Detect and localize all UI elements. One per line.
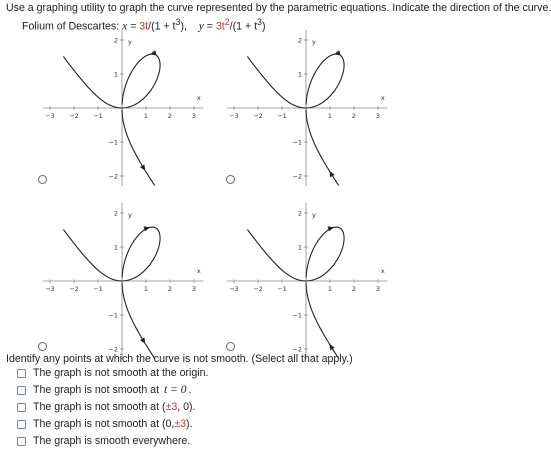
x-tick-label: −3 [45,112,55,120]
y-axis-name: y [128,211,132,219]
x-axis-name: x [380,94,385,102]
x-tick-label: 3 [375,285,381,293]
checkbox[interactable] [17,437,26,446]
option-math: ±3 [165,401,178,413]
curve-left-branch [247,57,306,108]
x-tick-label: 3 [375,112,381,120]
x-tick-label: 1 [143,112,149,120]
graph-option-a [38,30,238,180]
option-text-post: . [188,384,192,396]
y-exp-2: 2 [224,17,230,27]
y-tick-label: 1 [113,70,118,79]
checkbox[interactable] [17,420,26,429]
y-tick-label: −1 [292,138,302,147]
x-tick-label: −3 [229,285,239,293]
x-tick-label: −1 [93,112,103,120]
y-axis-name: y [312,211,316,219]
x-tick-label: 2 [167,112,173,120]
curve-loop [122,54,160,108]
question-text: Use a graphing utility to graph the curve represented by the parametric equations. Indicate the direction of the curve. [6,2,551,14]
y-tick-label: 1 [297,243,302,252]
checkbox[interactable] [17,369,26,378]
curve-loop [122,227,160,281]
option-math: t = 0 [163,384,187,396]
x-axis-name: x [196,94,201,102]
curve-lower-branch [122,283,155,359]
radio-graph-a[interactable] [38,175,47,184]
y-tick-label: −2 [292,172,302,181]
y-tick-label: 2 [113,36,118,45]
x-tick-label: 1 [143,285,149,293]
y-tick-label: 1 [113,243,118,252]
graph-svg [38,203,238,353]
option-math: ±3 [174,418,187,430]
x-tick-label: 1 [327,285,333,293]
y-tick-label: −2 [108,172,118,181]
y-tick-label: 2 [113,209,118,218]
y-axis-name: y [128,38,132,46]
equation-label: Folium of Descartes: [22,20,120,33]
y-tick-label: −1 [292,311,302,320]
option-text: The graph is smooth everywhere. [33,435,191,447]
identify-text: Identify any points at which the curve is not smooth. (Select all that apply.) [6,353,353,365]
y-expr-red: 3t [215,20,225,33]
option-text-post: ). [186,418,193,430]
y-var: y [198,20,204,33]
option-origin[interactable] [17,366,209,380]
curve-loop [306,227,344,281]
x-expr-tail: /(1 + t [148,20,176,33]
graph-option-b [222,30,422,180]
y-tick-label: −1 [108,311,118,320]
curve-lower-branch [122,110,155,186]
checkbox[interactable] [17,386,26,395]
radio-graph-c[interactable] [38,342,47,351]
x-axis-name: x [196,267,201,275]
x-tick-label: −2 [69,285,79,293]
equation: Folium of Descartes: $x = 3t/(1 + t^3)$, $y = 3t^2/(1 + t^3)$ [22,17,266,33]
curve-left-branch [247,230,306,281]
x-tick-label: 2 [167,285,173,293]
graph-svg [222,203,422,353]
x-tick-label: 2 [351,285,357,293]
x-var: x [122,20,128,33]
x-tick-label: −2 [69,112,79,120]
option-0-pm3[interactable] [17,417,193,431]
graph-svg [38,30,238,180]
radio-graph-d[interactable] [226,342,235,351]
tail-direction-arrow [329,171,334,177]
checkbox[interactable] [17,403,26,412]
graph-option-c [38,203,238,353]
option-text: The graph is not smooth at (0, [33,418,175,430]
x-tick-label: −3 [45,285,55,293]
option-text-post: , 0). [177,401,196,413]
x-axis-name: x [380,267,385,275]
graph-svg [222,30,422,180]
curve-left-branch [63,57,122,108]
x-tick-label: −1 [277,285,287,293]
x-expr-red: 3t [139,20,149,33]
x-exp: 3 [175,17,181,27]
x-tick-label: 1 [327,112,333,120]
y-tick-label: 2 [297,209,302,218]
curve-left-branch [63,230,122,281]
radio-graph-b[interactable] [226,175,235,184]
option-text: The graph is not smooth at ( [33,401,166,413]
x-tick-label: −1 [93,285,103,293]
graph-option-d [222,203,422,353]
x-tick-label: 3 [191,112,197,120]
x-tick-label: −2 [253,285,263,293]
x-tick-label: −2 [253,112,263,120]
option-smooth[interactable] [17,434,190,448]
x-tick-label: 3 [191,285,197,293]
y-tick-label: 1 [297,70,302,79]
curve-loop [306,54,344,108]
y-tick-label: −1 [108,138,118,147]
y-tick-label: 2 [297,36,302,45]
x-tick-label: −3 [229,112,239,120]
y-expr-tail: /(1 + t [229,20,258,33]
option-text: The graph is not smooth at [33,384,160,396]
y-tick-label: −2 [108,345,118,354]
x-close: ) [180,20,184,33]
option-t-zero[interactable] [17,383,191,397]
x-tick-label: 2 [351,112,357,120]
y-exp: 3 [257,17,262,27]
x-tick-label: −1 [277,112,287,120]
option-text: The graph is not smooth at the origin. [33,367,209,379]
sep: , [183,20,187,33]
y-tick-label: −2 [292,345,302,354]
y-axis-name: y [312,38,316,46]
option-pm3-0[interactable] [17,400,195,414]
tail-direction-arrow [329,344,334,350]
y-close: ) [261,20,266,33]
